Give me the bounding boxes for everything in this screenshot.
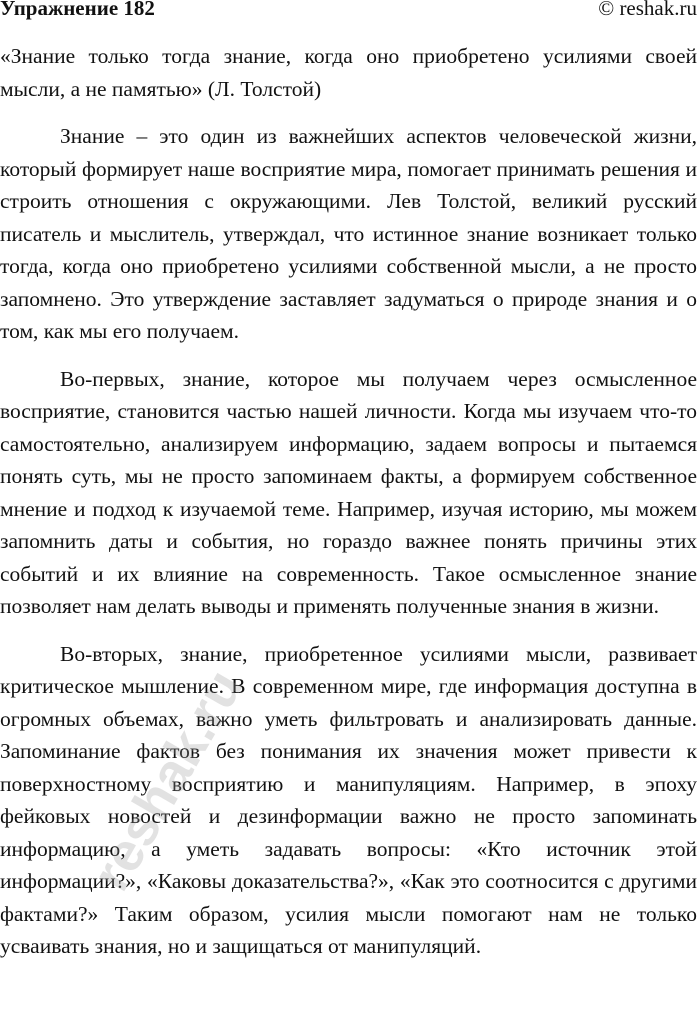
document-body	[0, 40, 697, 963]
source-label: © reshak.ru	[598, 0, 697, 20]
paragraph-second-argument: Во-вторых, знание, приобретенное усилиями мысли, развивает критическое мышление. В современном мире, где информация доступна в огромных объемах, важно уметь фильтровать и анализировать данные. Запоминание фактов без понимания их значения может привести к поверхностному восприятию и манипуляциям. Например, в эпоху фейковых новостей и дезинформации важно не просто запоминать информацию, а уметь задавать вопросы: «Кто источник этой информации?», «Каковы доказательства?», «Как это соотносится с другими фактами?» Таким образом, усилия мысли помогают нам не только усваивать знания, но и защищаться от манипуляций.	[0, 641, 697, 958]
paragraph-first-argument: Во-первых, знание, которое мы получаем через осмысленное восприятие, становится частью нашей личности. Когда мы изучаем что-то самостоятельно, анализируем информацию, задаем вопросы и пытаемся понять суть, мы не просто запоминаем факты, а формируем собственное мнение и подход к изучаемой теме. Например, изучая историю, мы можем запомнить даты и события, но гораздо важнее понять причины этих событий и их влияние на современность. Такое осмысленное знание позволяет нам делать выводы и применять полученные знания в жизни.	[0, 366, 697, 618]
paragraph-intro: Знание – это один из важнейших аспектов человеческой жизни, который формирует наше восприятие мира, помогает принимать решения и строить отношения с окружающими. Лев Толстой, великий русский писатель и мыслитель, утверждал, что истинное знание возникает только тогда, когда оно приобретено усилиями собственной мысли, а не просто запомнено. Это утверждение заставляет задуматься о природе знания и о том, как мы его получаем.	[0, 124, 697, 343]
exercise-title: Упражнение 182	[0, 0, 155, 20]
epigraph: «Знание только тогда знание, когда оно приобретено усилиями своей мысли, а не памятью» (Л. Толстой)	[0, 44, 697, 101]
watermark-logo: reshak.ru	[80, 659, 255, 901]
page-header	[0, 0, 697, 28]
